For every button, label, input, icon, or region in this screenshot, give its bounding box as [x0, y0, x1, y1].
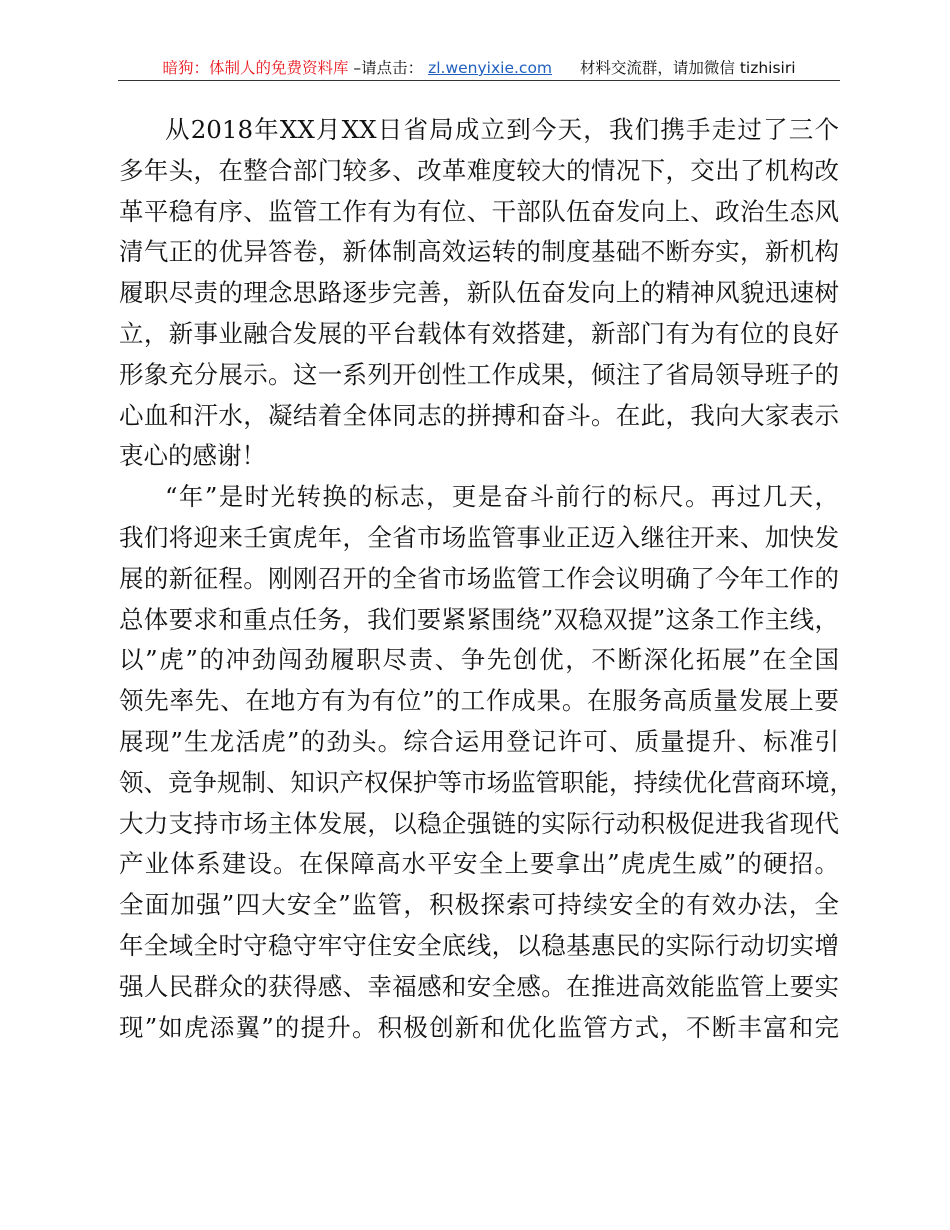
header-prompt: –请点击：: [353, 59, 424, 77]
paragraph-line: 现”如虎添翼”的提升。积极创新和优化监管方式，不断丰富和完: [119, 1012, 839, 1042]
header-link[interactable]: zl.wenyixie.com: [428, 59, 553, 77]
paragraph-line: “年”是时光转换的标志，更是奋斗前行的标尺。再过几天，: [165, 482, 839, 512]
document-body: [119, 110, 854, 1048]
paragraph-line: 衷心的感谢！: [119, 441, 266, 471]
header-divider: [118, 80, 840, 81]
paragraph-line: 展现”生龙活虎”的劲头。综合运用登记许可、质量提升、标准引: [119, 726, 839, 756]
paragraph-line: 立，新事业融合发展的平台载体有效搭建，新部门有为有位的良好: [119, 318, 839, 348]
paragraph-line: 全面加强”四大安全”监管，积极探索可持续安全的有效办法，全: [119, 890, 839, 920]
paragraph-line: 革平稳有序、监管工作有为有位、干部队伍奋发向上、政治生态风: [119, 196, 839, 226]
paragraph-line: 形象充分展示。这一系列开创性工作成果，倾注了省局领导班子的: [119, 359, 839, 389]
paragraph-line: 领先率先、在地方有为有位”的工作成果。在服务高质量发展上要: [119, 686, 839, 716]
paragraph-line: 年全域全时守稳守牢守住安全底线，以稳基惠民的实际行动切实增: [119, 930, 839, 960]
page-header: [118, 56, 840, 82]
paragraph-line: 强人民群众的获得感、幸福感和安全感。在推进高效能监管上要实: [119, 971, 839, 1001]
paragraph-line: 领、竞争规制、知识产权保护等市场监管职能，持续优化营商环境，: [119, 767, 854, 797]
paragraph-line: 大力支持市场主体发展，以稳企强链的实际行动积极促进我省现代: [119, 808, 839, 838]
paragraph-line: 履职尽责的理念思路逐步完善，新队伍奋发向上的精神风貌迅速树: [119, 278, 839, 308]
paragraph-line: 展的新征程。刚刚召开的全省市场监管工作会议明确了今年工作的: [119, 563, 839, 593]
paragraph-line: 我们将迎来壬寅虎年，全省市场监管事业正迈入继往开来、加快发: [119, 522, 839, 552]
paragraph-line: 多年头，在整合部门较多、改革难度较大的情况下，交出了机构改: [119, 155, 839, 185]
paragraph-line: 总体要求和重点任务，我们要紧紧围绕”双稳双提”这条工作主线，: [119, 604, 839, 634]
paragraph-line: 产业体系建设。在保障高水平安全上要拿出”虎虎生威”的硬招。: [119, 849, 839, 879]
paragraph-line: 从2018年XX月XX日省局成立到今天，我们携手走过了三个: [165, 115, 839, 144]
paragraph-line: 清气正的优异答卷，新体制高效运转的制度基础不断夯实，新机构: [119, 237, 839, 267]
paragraph-line: 心血和汗水，凝结着全体同志的拼搏和奋斗。在此，我向大家表示: [119, 400, 839, 430]
paragraph-line: 以”虎”的冲劲闯劲履职尽责、争先创优，不断深化拓展”在全国: [119, 645, 839, 675]
header-contact: 材料交流群，请加微信 tizhisiri: [579, 59, 796, 77]
header-brand: 暗狗：体制人的免费资料库: [162, 59, 349, 77]
